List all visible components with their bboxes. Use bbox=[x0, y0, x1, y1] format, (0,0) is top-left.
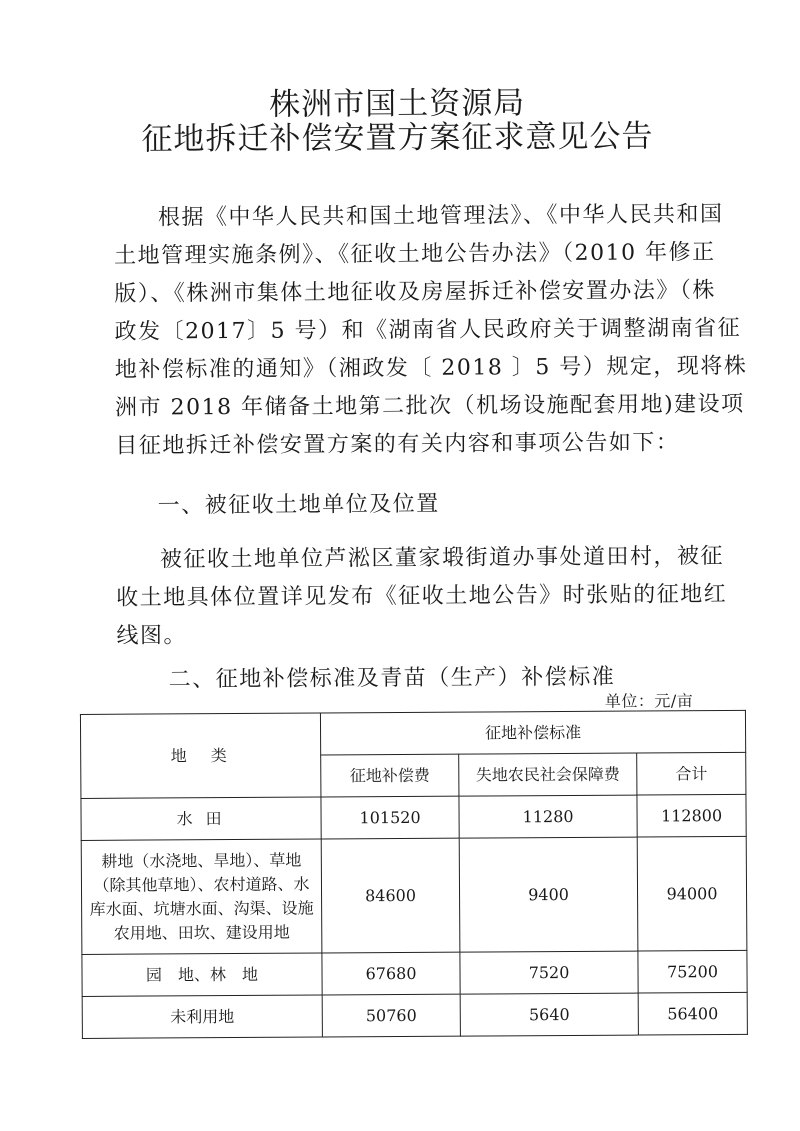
table-header-row bbox=[80, 710, 745, 756]
social-security-cell: 11280 bbox=[459, 795, 637, 838]
intro-line: 版）、《株洲市集体土地征收及房屋拆迁补偿安置办法》（株 bbox=[114, 278, 716, 307]
total-cell: 94000 bbox=[637, 836, 747, 951]
land-type-header: 地 类 bbox=[80, 713, 321, 798]
total-cell: 56400 bbox=[638, 992, 747, 1035]
col-header-total: 合计 bbox=[637, 752, 746, 795]
table-row bbox=[82, 950, 747, 996]
section1-line: 线图。 bbox=[116, 623, 188, 649]
intro-line: 政发〔2017〕5 号）和《湖南省人民政府关于调整湖南省征 bbox=[114, 315, 742, 345]
compensation-cell: 101520 bbox=[321, 796, 459, 839]
intro-paragraph bbox=[114, 196, 756, 466]
total-cell: 75200 bbox=[638, 950, 747, 993]
section1-heading: 一、被征收土地单位及位置 bbox=[157, 491, 440, 519]
social-security-cell: 7520 bbox=[460, 951, 638, 994]
total-cell: 112800 bbox=[637, 794, 746, 837]
table-row bbox=[81, 794, 746, 840]
social-security-cell: 5640 bbox=[460, 993, 638, 1036]
section1-line: 收土地具体位置详见发布《征收土地公告》时张贴的征地红 bbox=[116, 582, 728, 611]
intro-line: 根据《中华人民共和国土地管理法》、《中华人民共和国 bbox=[157, 202, 724, 231]
col-header-compensation: 征地补偿费 bbox=[321, 754, 459, 797]
compensation-cell: 84600 bbox=[321, 838, 460, 953]
intro-line: 土地管理实施条例》、《征收土地公告办法》（2010 年修正 bbox=[114, 240, 716, 269]
compensation-cell: 50760 bbox=[322, 994, 460, 1037]
compensation-cell: 67680 bbox=[322, 952, 460, 995]
intro-line: 目征地拆迁补偿安置方案的有关内容和事项公告如下： bbox=[115, 430, 680, 459]
section2-heading: 二、征地补偿标准及青苗（生产）补偿标准 bbox=[168, 664, 616, 693]
social-security-cell: 9400 bbox=[459, 837, 638, 952]
table-row bbox=[81, 836, 747, 954]
col-header-social-security: 失地农民社会保障费 bbox=[459, 753, 637, 796]
document-title-line2: 征地拆迁补偿安置方案征求意见公告 bbox=[141, 118, 654, 158]
land-type-cell: 未利用地 bbox=[82, 995, 322, 1038]
land-type-cell: 耕地（水浇地、旱地）、草地（除其他草地）、农村道路、水库水面、坑塘水面、沟渠、设施农用地、田坎、建设用地 bbox=[81, 839, 322, 954]
intro-line: 地补偿标准的通知》（湘政发〔 2018 〕5 号）规定，现将株 bbox=[114, 353, 748, 383]
land-type-cell: 水 田 bbox=[81, 797, 321, 840]
section1-line: 被征收土地单位芦淞区董家塅街道办事处道田村，被征 bbox=[159, 544, 725, 573]
table-row bbox=[82, 992, 747, 1038]
group-header: 征地补偿标准 bbox=[320, 710, 745, 755]
unit-label: 单位：元/亩 bbox=[604, 691, 694, 711]
intro-line: 洲市 2018 年储备土地第二批次（机场设施配套用地)建设项 bbox=[114, 391, 745, 421]
compensation-table bbox=[80, 710, 748, 1039]
document-title-line1: 株洲市国土资源局 bbox=[269, 85, 526, 123]
section1-paragraph bbox=[116, 538, 757, 656]
land-type-cell: 园 地、林 地 bbox=[82, 953, 322, 996]
